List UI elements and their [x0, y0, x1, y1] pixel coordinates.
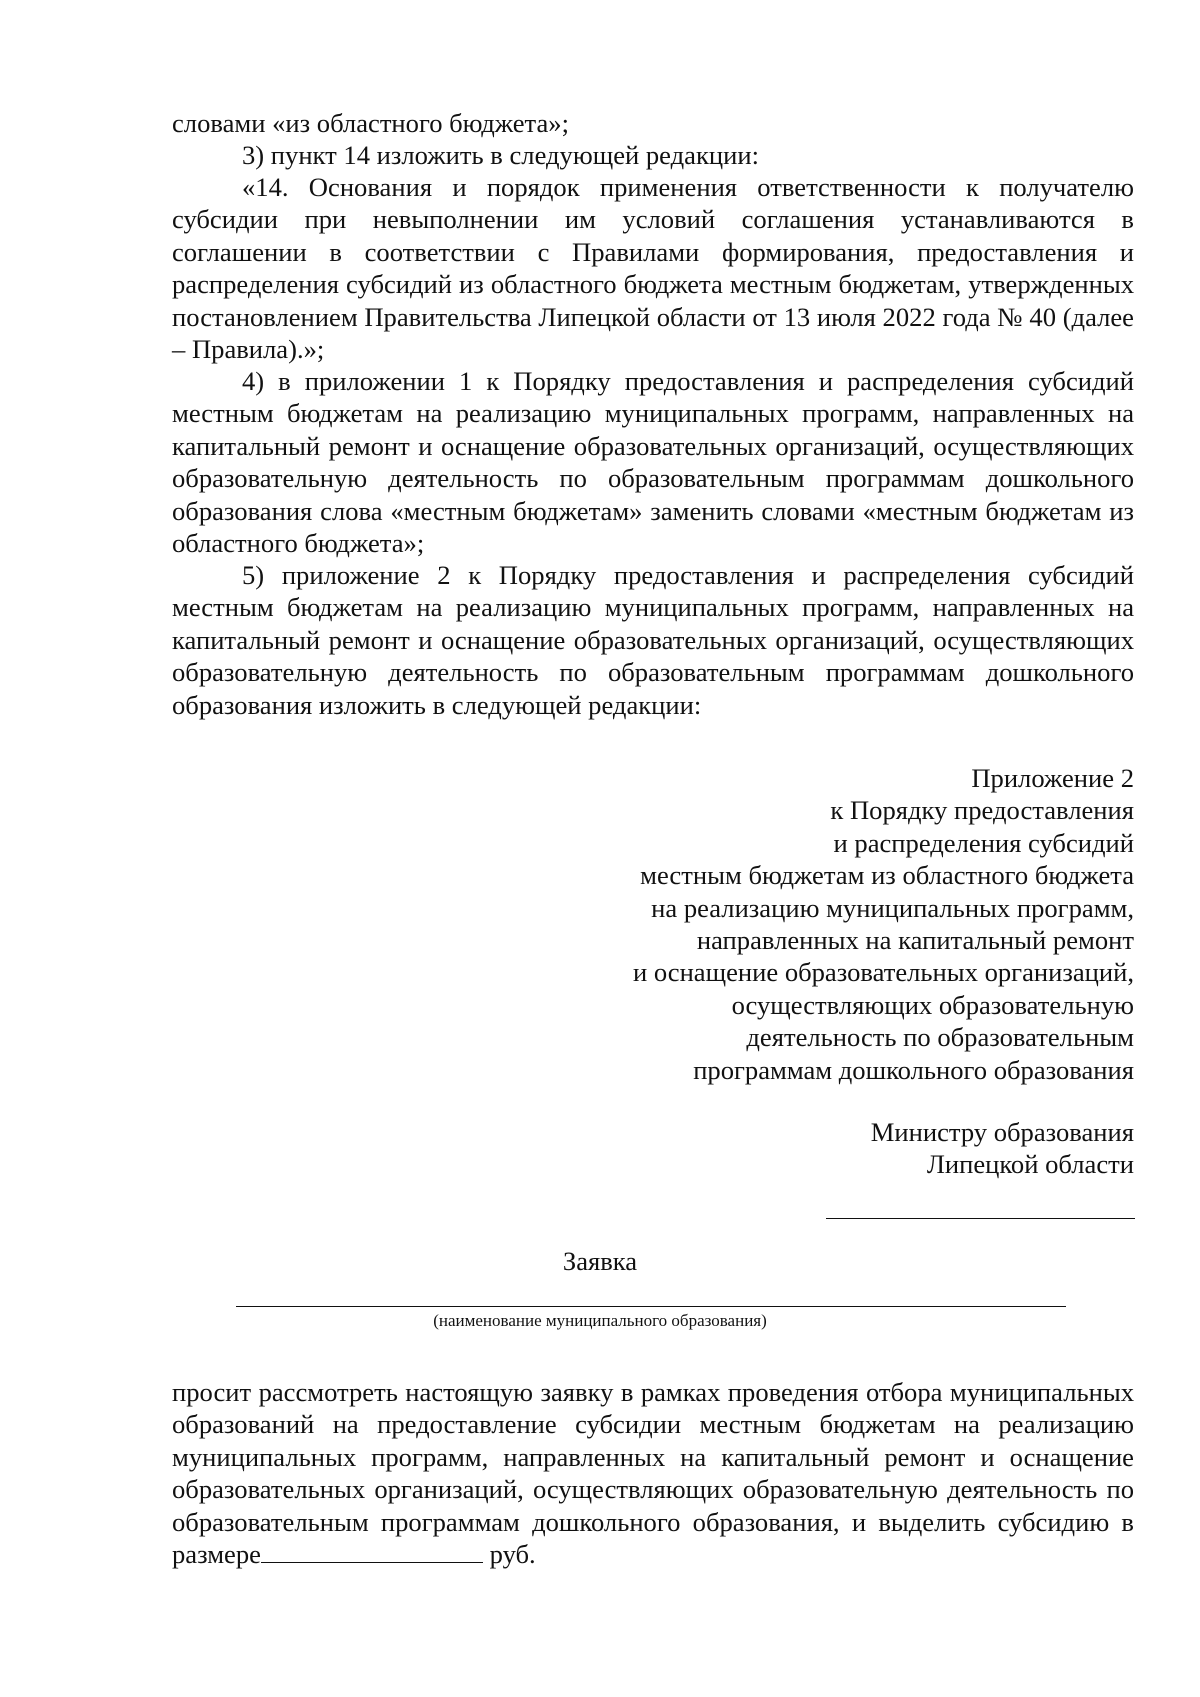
- paragraph-intro: словами «из областного бюджета»;: [172, 108, 569, 138]
- appendix-header: [574, 762, 1134, 1086]
- appendix-header-line: и оснащение образовательных организаций,: [632, 957, 1134, 988]
- document-title: Заявка: [562, 1246, 638, 1276]
- request-text: просит рассмотреть настоящую заявку в рамках проведения отбора муниципальных образований на предоставление субсидии местным бюджетам на реализацию муниципальных программ, направленных на капитальный ремонт и оснащение образовательных организаций, осуществляющих образовательную деятельность по образовательным программам дошкольного образования, и выделить субсидию в размере: [172, 1377, 1134, 1570]
- appendix-header-line: направленных на капитальный ремонт: [696, 925, 1134, 956]
- addressee-line: Министру образования: [870, 1117, 1134, 1147]
- paragraph-item-14: «14. Основания и порядок применения ответственности к получателю субсидии при невыполнении им условий соглашения устанавливаются в соглашении в соответствии с Правилами формирования, предоставления и распределения субсидий из областного бюджета местным бюджетам, утвержденных постановлением Правительства Липецкой области от 13 июля 2022 года № 40 (далее – Правила).»;: [172, 172, 1134, 365]
- amount-unit: руб.: [489, 1539, 536, 1570]
- amount-blank-line: [261, 1540, 483, 1563]
- appendix-header-line: и распределения субсидий: [833, 827, 1134, 858]
- appendix-header-line: к Порядку предоставления: [830, 795, 1134, 826]
- appendix-header-line: осуществляющих образовательную: [731, 989, 1134, 1020]
- signature-blank-line: [826, 1218, 1135, 1219]
- appendix-header-line: местным бюджетам из областного бюджета: [640, 860, 1134, 891]
- addressee-line: Липецкой области: [926, 1149, 1134, 1180]
- paragraph-item-5: 5) приложение 2 к Порядку предоставления и распределения субсидий местным бюджетам на реализацию муниципальных программ, направленных на капитальный ремонт и оснащение образовательных организаций, осуществляющих образовательную деятельность по образовательным программам дошкольного образования изложить в следующей редакции:: [172, 560, 1134, 720]
- paragraph-item-3: 3) пункт 14 изложить в следующей редакции:: [242, 140, 759, 170]
- paragraph-item-4: 4) в приложении 1 к Порядку предоставления и распределения субсидий местным бюджетам на реализацию муниципальных программ, направленных на капитальный ремонт и оснащение образовательных организаций, осуществляющих образовательную деятельность по образовательным программам дошкольного образования слова «местным бюджетам» заменить словами «местным бюджетам из областного бюджета»;: [172, 366, 1134, 559]
- municipality-name-blank-line: [236, 1306, 1066, 1307]
- request-paragraph: [172, 1376, 1134, 1570]
- addressee-block: [734, 1116, 1134, 1181]
- appendix-header-line: на реализацию муниципальных программ,: [651, 892, 1134, 923]
- municipality-name-caption: (наименование муниципального образования): [433, 1311, 767, 1330]
- appendix-header-line: программам дошкольного образования: [693, 1054, 1134, 1085]
- appendix-header-line: Приложение 2: [971, 763, 1134, 793]
- appendix-header-line: деятельность по образовательным: [746, 1022, 1134, 1053]
